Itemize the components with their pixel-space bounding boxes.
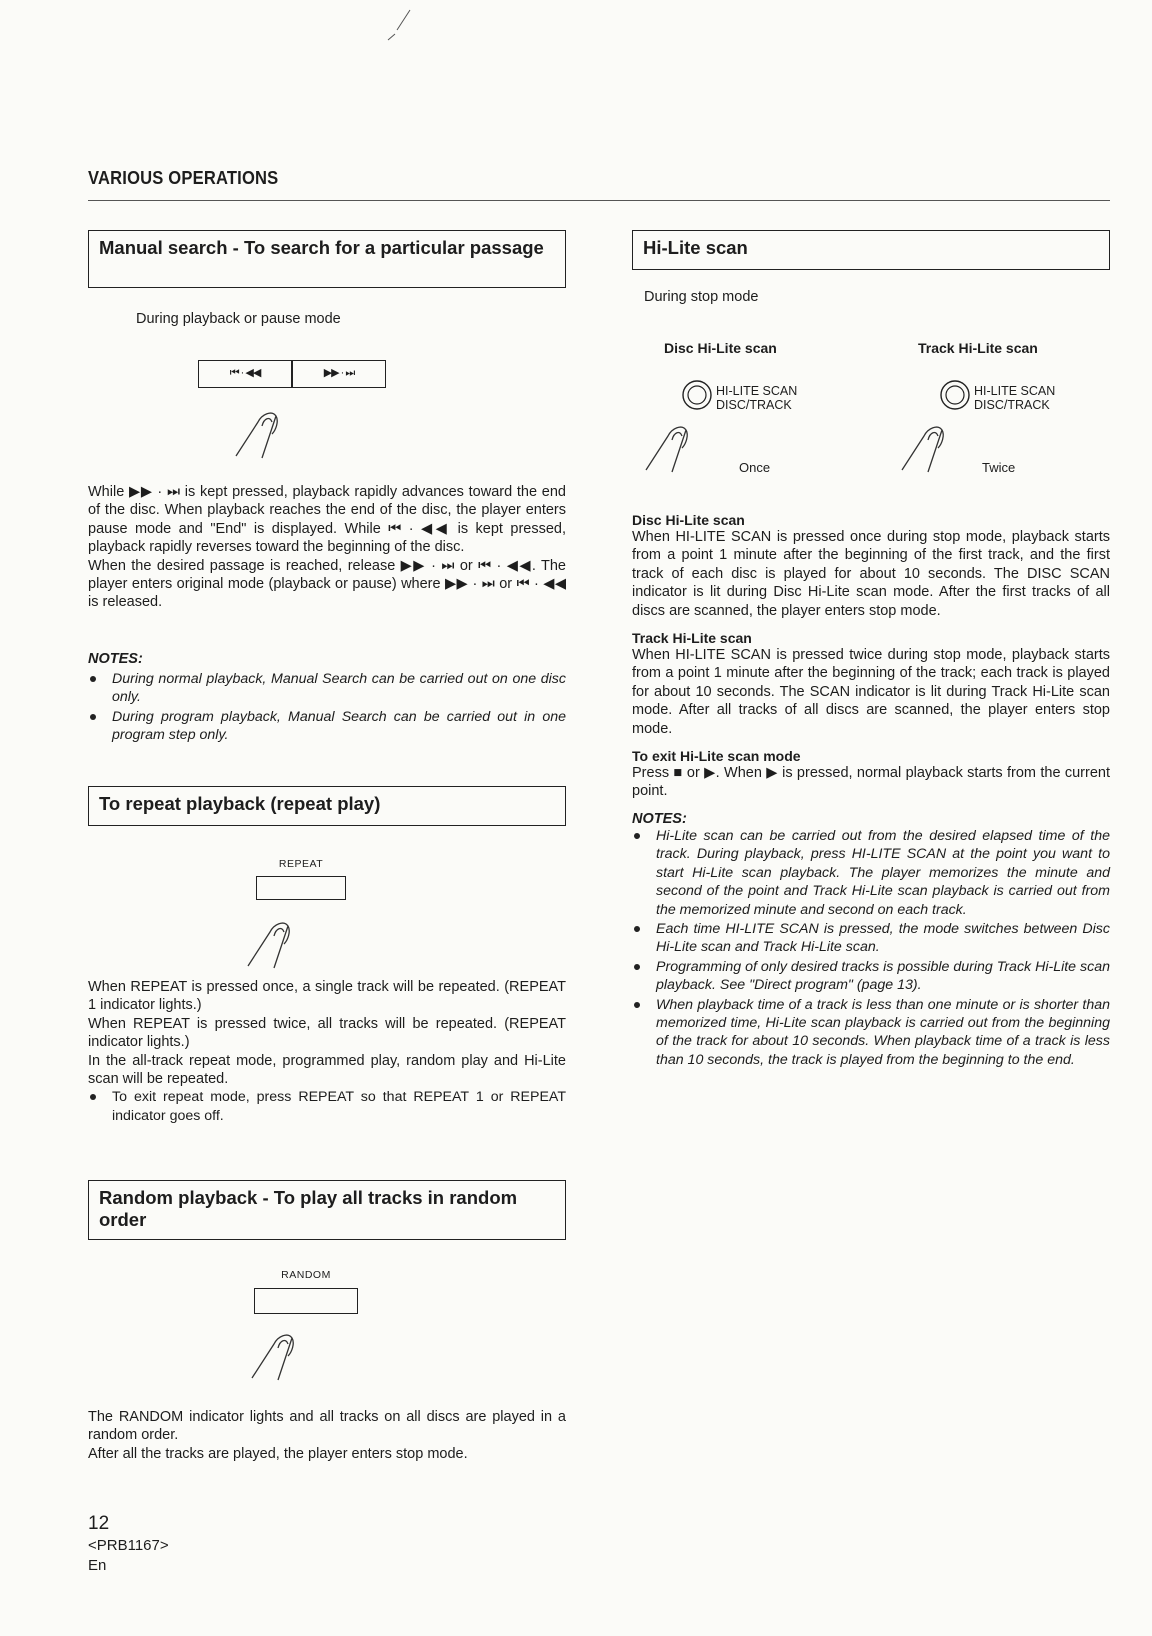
manual-search-heading: Manual search - To search for a particular passage [99, 237, 544, 258]
manual-search-notes [88, 670, 566, 746]
repeat-paragraph: When REPEAT is pressed once, a single track will be repeated. (REPEAT 1 indicator lights.) [88, 979, 566, 1014]
exit-hilite-title: To exit Hi-Lite scan mode [632, 748, 801, 765]
repeat-button-label: REPEAT [278, 858, 324, 870]
random-button-label: RANDOM [281, 1269, 331, 1281]
random-body [88, 1408, 566, 1463]
disc-hilite-label: Disc Hi-Lite scan [664, 340, 777, 356]
track-hilite-text: When HI-LITE SCAN is pressed twice during stop mode, playback starts from a point 1 minute after the beginning of the track; each track is played for about 10 seconds. The SCAN indicator is lit during Track Hi-Lite scan mode. After all tracks of all discs are scanned, the player enters stop mode. [632, 647, 1110, 737]
hilite-notes [632, 827, 1110, 1069]
exit-hilite-text: Press ■ or ▶. When ▶ is pressed, normal playback starts from the current point. [632, 765, 1110, 800]
finger-press-icon [642, 414, 702, 474]
repeat-heading-box [88, 786, 566, 826]
hilite-heading: Hi-Lite scan [643, 237, 748, 258]
caption-line: DISC/TRACK [716, 398, 792, 412]
repeat-heading: To repeat playback (repeat play) [99, 793, 381, 814]
random-heading: Random playback - To play all tracks in random order [99, 1187, 518, 1230]
track-hilite-title: Track Hi-Lite scan [632, 630, 752, 647]
caption-line: HI-LITE SCAN [716, 384, 798, 398]
page-footer [88, 1512, 169, 1576]
hilite-notes-title: NOTES: [632, 810, 687, 827]
document-code: <PRB1167> [88, 1537, 169, 1554]
once-label: Once [739, 460, 771, 475]
language-code: En [88, 1557, 107, 1574]
finger-press-icon [244, 910, 304, 970]
note-item: During program playback, Manual Search can be carried out in one program step only. [88, 708, 566, 745]
track-button-caption [974, 384, 1055, 412]
forward-search-label: ▶▶ · ⏭ [323, 367, 355, 379]
caption-line: HI-LITE SCAN [974, 384, 1056, 398]
random-paragraph: The RANDOM indicator lights and all tracks on all discs are played in a random order. [88, 1409, 566, 1444]
random-heading-box [88, 1180, 566, 1240]
hilite-mode: During stop mode [644, 289, 759, 305]
repeat-body [88, 978, 566, 1126]
finger-press-icon [232, 400, 292, 460]
disc-hilite-text: When HI-LITE SCAN is pressed once during stop mode, playback starts from a point 1 minute after the beginning of the first track, and the first track of each disc is played for about 10 seconds. The DISC SCAN indicator is lit during Disc Hi-Lite scan mode. After the first tracks of all discs are scanned, the player enters stop mode. [632, 529, 1110, 619]
finger-press-icon [248, 1322, 308, 1382]
manual-search-paragraph: When the desired passage is reached, release ▶▶ · ⏭ or ⏮ · ◀◀. The player enters original mode (playback or pause) where ▶▶ · ⏭ or ⏮ · ◀◀ is released. [88, 557, 566, 611]
reverse-search-button[interactable] [198, 360, 292, 388]
pen-mark [385, 8, 415, 42]
hilite-body [632, 512, 1110, 1070]
twice-label: Twice [982, 460, 1016, 475]
header-rule [88, 200, 1110, 201]
random-paragraph: After all the tracks are played, the player enters stop mode. [88, 1445, 468, 1462]
manual-search-heading-box [88, 230, 566, 288]
random-button[interactable] [254, 1288, 358, 1314]
repeat-paragraph: When REPEAT is pressed twice, all tracks will be repeated. (REPEAT indicator lights.) [88, 1015, 566, 1051]
hilite-heading-box [632, 230, 1110, 270]
page-number: 12 [88, 1513, 110, 1534]
repeat-button[interactable] [256, 876, 346, 900]
repeat-paragraph: In the all-track repeat mode, programmed play, random play and Hi-Lite scan will be repeated. [88, 1052, 566, 1088]
repeat-bullet: To exit repeat mode, press REPEAT so that REPEAT 1 or REPEAT indicator goes off. [88, 1088, 566, 1125]
repeat-bullets [88, 1088, 566, 1125]
manual-search-body [88, 483, 566, 612]
manual-search-notes-title: NOTES: [88, 651, 143, 667]
forward-search-button[interactable] [292, 360, 386, 388]
disc-button-caption [716, 384, 797, 412]
section-title: VARIOUS OPERATIONS [88, 168, 279, 188]
note-item: Each time HI-LITE SCAN is pressed, the mode switches between Disc Hi-Lite scan and Track Hi-Lite scan. [632, 920, 1110, 957]
hilite-scan-button-icon [940, 380, 972, 412]
caption-line: DISC/TRACK [974, 398, 1050, 412]
disc-hilite-title: Disc Hi-Lite scan [632, 512, 745, 528]
manual-search-paragraph: While ▶▶ · ⏭ is kept pressed, playback rapidly advances toward the end of the disc. When playback reaches the end of the disc, the player enters pause mode and "End" is displayed. While ⏮ · ◀◀ is kept pressed, playback rapidly reverses toward the beginning of the disc. [88, 484, 566, 556]
note-item: When playback time of a track is less than one minute or is shorter than memorized time, Hi-Lite scan playback is carried out from the beginning of the track for about 10 seconds. When playback time of a track is less than 10 seconds, the track is played from the beginning to the end. [632, 996, 1110, 1070]
note-item: Hi-Lite scan can be carried out from the desired elapsed time of the track. During playback, press HI-LITE SCAN at the point you want to start Hi-Lite scan playback. The player memorizes the minute and second of the point and Track Hi-Lite scan playback is carried out from the memorized minute and second on each track. [632, 827, 1110, 919]
hilite-scan-button-icon [682, 380, 714, 412]
reverse-search-label: ⏮ · ◀◀ [229, 367, 261, 379]
finger-press-icon [898, 414, 958, 474]
note-item: During normal playback, Manual Search can be carried out on one disc only. [88, 670, 566, 707]
track-hilite-label: Track Hi-Lite scan [918, 340, 1038, 356]
manual-search-mode: During playback or pause mode [136, 311, 341, 327]
skip-search-buttons [198, 360, 386, 388]
note-item: Programming of only desired tracks is possible during Track Hi-Lite scan playback. See "Direct program" (page 13). [632, 958, 1110, 995]
